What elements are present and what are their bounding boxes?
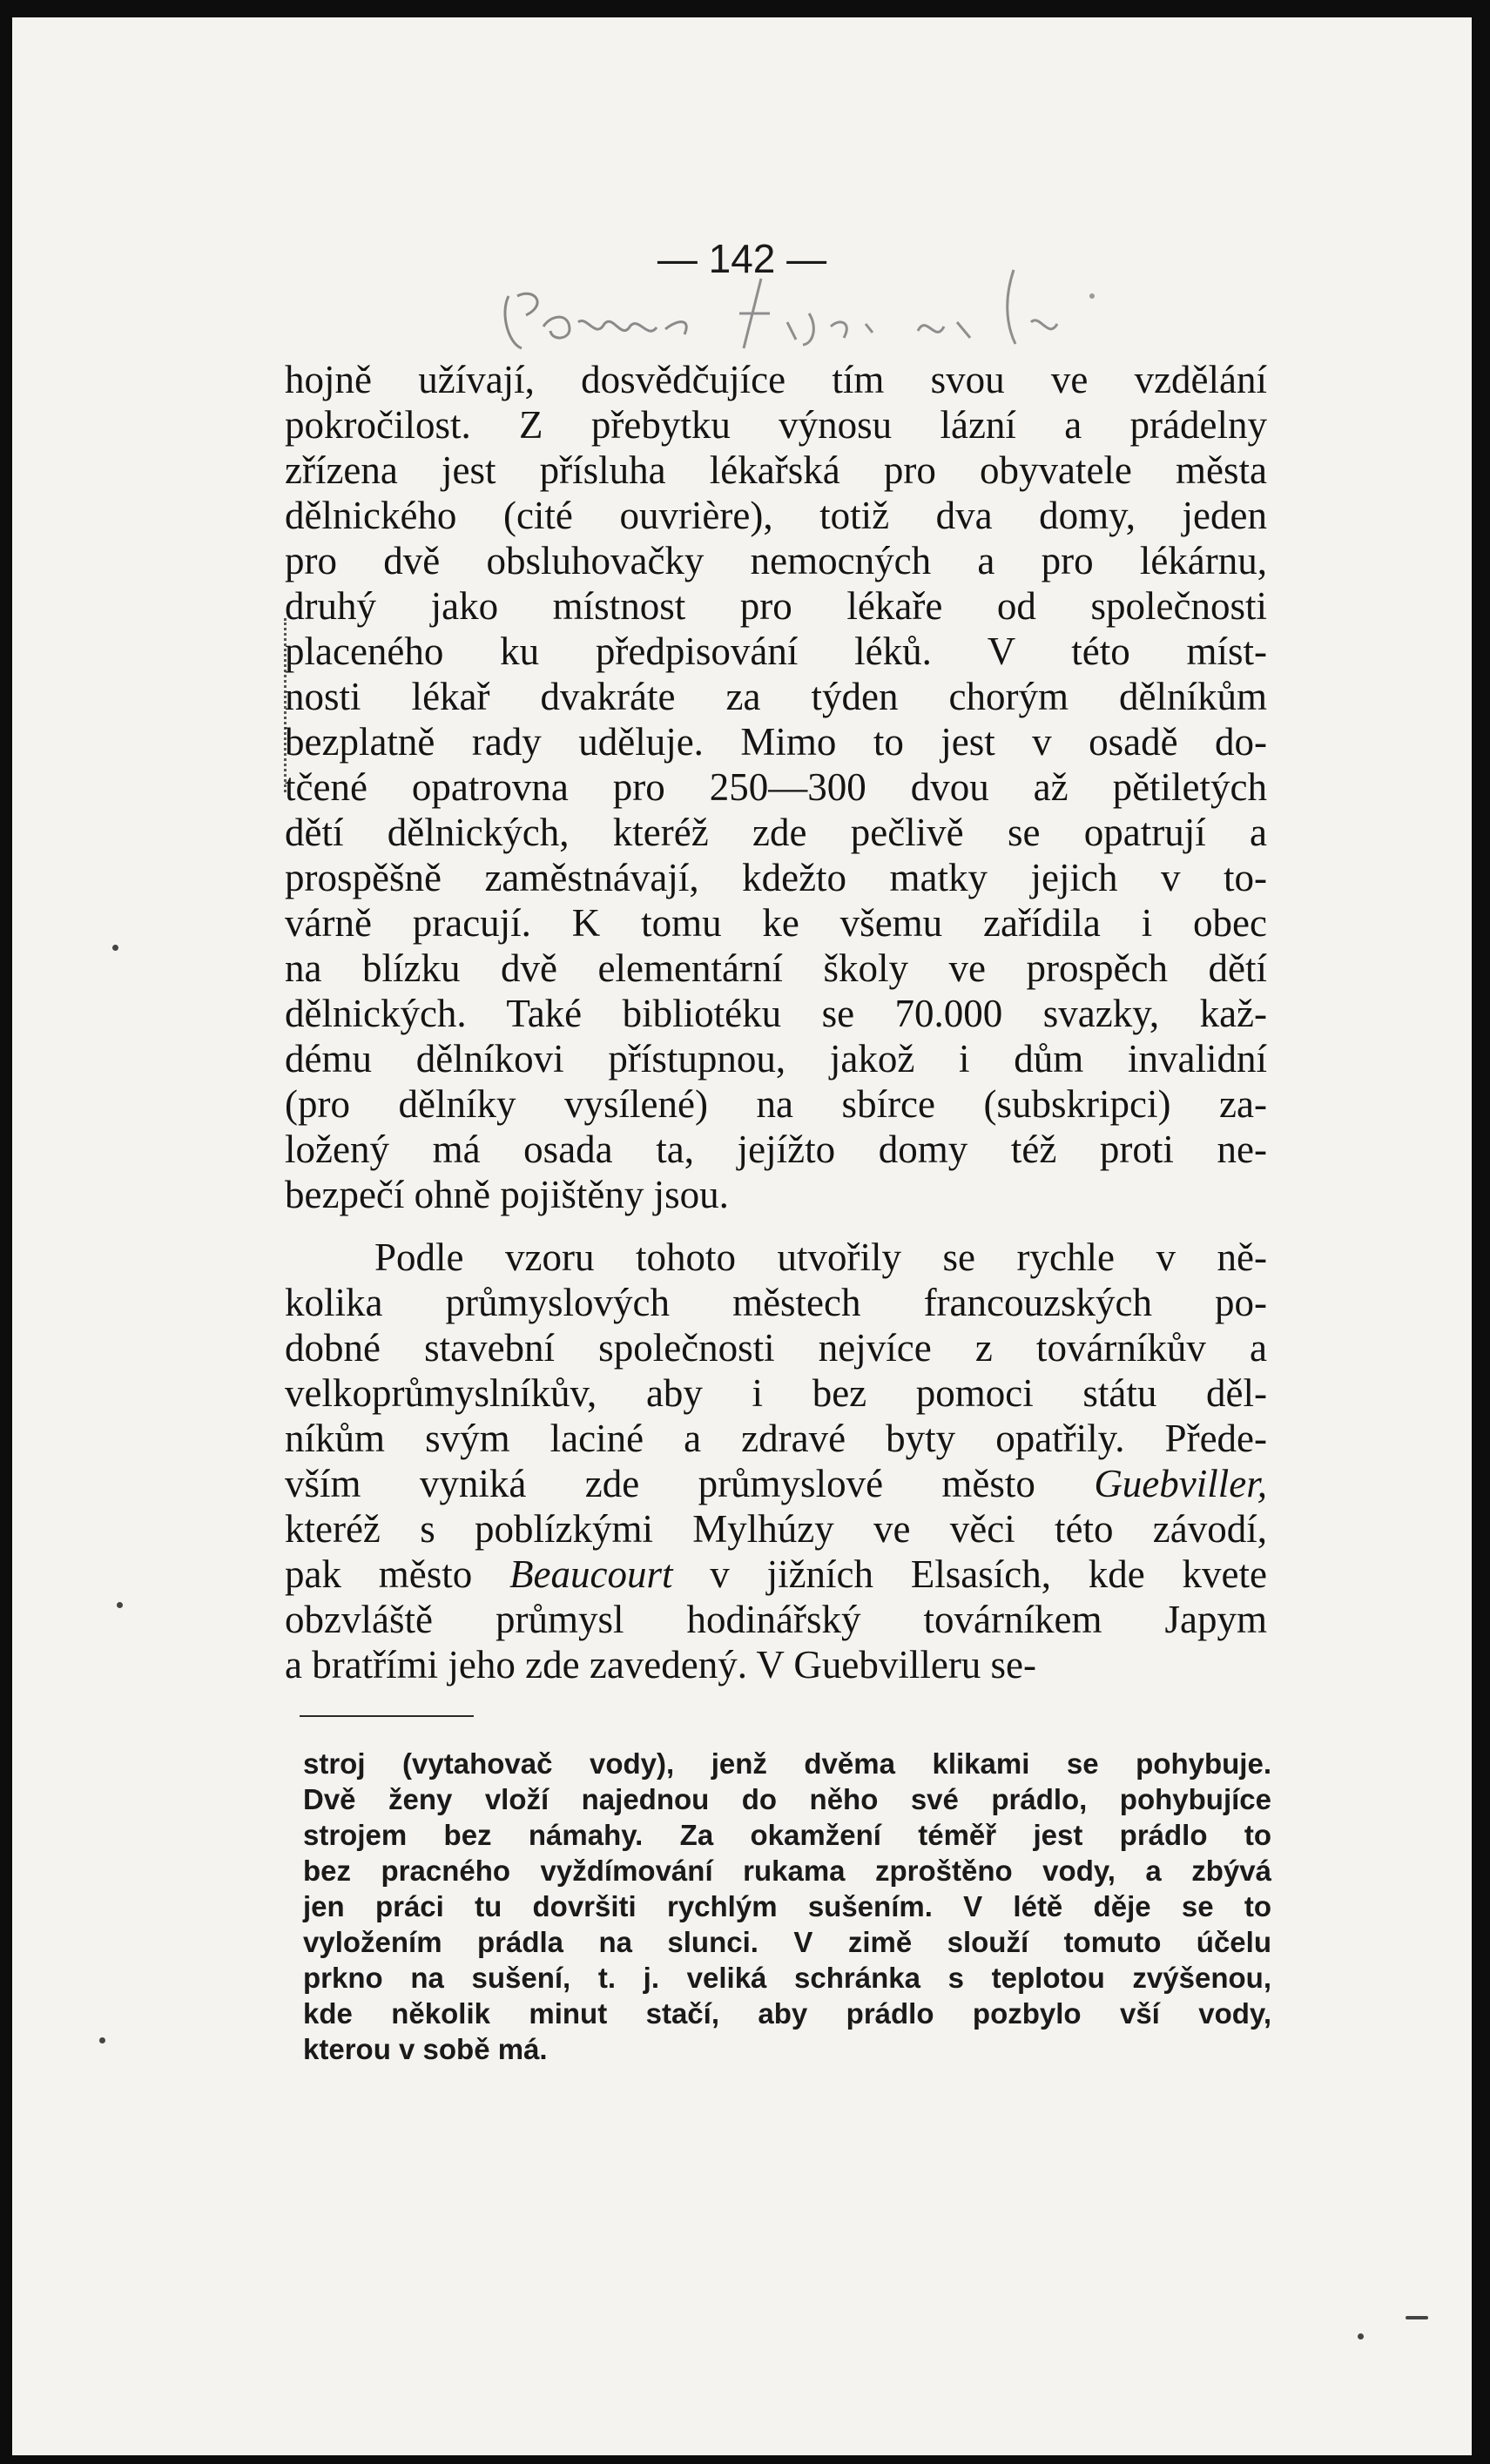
footnote-line: jen práci tu dovršiti rychlým sušením. V létě děje se to [303, 1890, 1271, 1922]
footnote-line: bez pracného vyždímování rukama zproštěno vody, a zbývá [303, 1855, 1271, 1887]
text-line: druhý jako místnost pro lékaře od společnosti [285, 584, 1267, 628]
paper-speck [117, 1602, 123, 1608]
text-line: prospěšně zaměstnávají, kdežto matky jejich v to- [285, 856, 1267, 899]
text-line: pro dvě obsluhovačky nemocných a pro lékárnu, [285, 539, 1267, 582]
text-line: ložený má osada ta, jejížto domy též proti ne- [285, 1128, 1267, 1171]
text-line: Podle vzoru tohoto utvořily se rychle v ně- [374, 1235, 1267, 1279]
text-line: obzvláště průmysl hodinářský továrníkem Japym [285, 1598, 1267, 1641]
footnote [303, 1746, 1271, 2067]
footnote-line: vyložením prádla na slunci. V zimě slouží tomuto účelu [303, 1926, 1271, 1958]
text-line: a bratřími jeho zde zavedený. V Guebvilleru se- [285, 1643, 1037, 1686]
text-segment: vším vyniká zde průmyslové město [285, 1462, 1035, 1505]
text-line: dému dělníkovi přístupnou, jakož i dům invalidní [285, 1037, 1267, 1081]
handwritten-pencil-note [482, 261, 1162, 366]
paper-speck [99, 2037, 105, 2043]
text-line [285, 1552, 1267, 1597]
paragraph-1 [285, 357, 1267, 1217]
place-name-beaucourt: Beaucourt [509, 1552, 673, 1596]
text-line: velkoprůmyslníkův, aby i bez pomoci státu děl- [285, 1371, 1267, 1415]
footnote-line: Dvě ženy vloží najednou do něho své prádlo, pohybujíce [303, 1783, 1271, 1815]
text-line: dělnických. Také bibliotéku se 70.000 svazky, kaž- [285, 992, 1267, 1035]
text-line [285, 1461, 1267, 1506]
paragraph-2 [285, 1235, 1267, 1687]
footnote-line: prkno na sušení, t. j. veliká schránka s teplotou zvýšenou, [303, 1962, 1271, 1994]
text-line: várně pracují. K tomu ke všemu zařídila i obec [285, 901, 1267, 945]
book-page [12, 17, 1472, 2455]
text-line: (pro dělníky vysílené) na sbírce (subskripci) za- [285, 1082, 1267, 1126]
text-segment: pak město [285, 1552, 473, 1596]
text-line: placeného ku předpisování léků. V této míst- [285, 629, 1267, 673]
footnote-line: kterou v sobě má. [303, 2033, 548, 2065]
text-line: bezpečí ohně pojištěny jsou. [285, 1173, 729, 1216]
text-line: bezplatně rady uděluje. Mimo to jest v osadě do- [285, 720, 1267, 764]
text-segment: v jižních Elsasích, kde kvete [672, 1552, 1268, 1596]
paper-speck [1358, 2333, 1364, 2339]
text-line: dětí dělnických, kteréž zde pečlivě se opatrují a [285, 811, 1267, 854]
paper-speck [112, 945, 118, 951]
paper-speck [1406, 2316, 1428, 2319]
text-line: nosti lékař dvakráte za týden chorým dělníkům [285, 675, 1267, 718]
text-line: dobné stavební společnosti nejvíce z továrníkův a [285, 1326, 1267, 1370]
text-line: kolika průmyslových městech francouzských po- [285, 1281, 1267, 1324]
main-text [285, 357, 1267, 1687]
text-line: dělnického (cité ouvrière), totiž dva domy, jeden [285, 494, 1267, 537]
place-name-guebviller: Guebviller, [1094, 1462, 1268, 1505]
text-line: tčené opatrovna pro 250—300 dvou až pětiletých [285, 765, 1267, 809]
text-line: zřízena jest přísluha lékařská pro obyvatele města [285, 448, 1267, 492]
footnote-divider [300, 1715, 474, 1717]
footnote-line: stroj (vytahovač vody), jenž dvěma klikami se pohybuje. [303, 1747, 1271, 1780]
page-number: — 142 — [657, 236, 827, 281]
text-line: kteréž s poblízkými Mylhúzy ve věci této závodí, [285, 1507, 1267, 1551]
text-line: níkům svým laciné a zdravé byty opatřily. Přede- [285, 1417, 1267, 1460]
footnote-line: kde několik minut stačí, aby prádlo pozbylo vší vody, [303, 1997, 1271, 2030]
paragraph-spacer [285, 1217, 1267, 1235]
text-line: pokročilost. Z přebytku výnosu lázní a prádelny [285, 403, 1267, 447]
text-line: na blízku dvě elementární školy ve prospěch dětí [285, 946, 1267, 990]
footnote-line: strojem bez námahy. Za okamžení téměř jest prádlo to [303, 1819, 1271, 1851]
text-line: hojně užívají, dosvědčujíce tím svou ve vzdělání [285, 358, 1267, 401]
